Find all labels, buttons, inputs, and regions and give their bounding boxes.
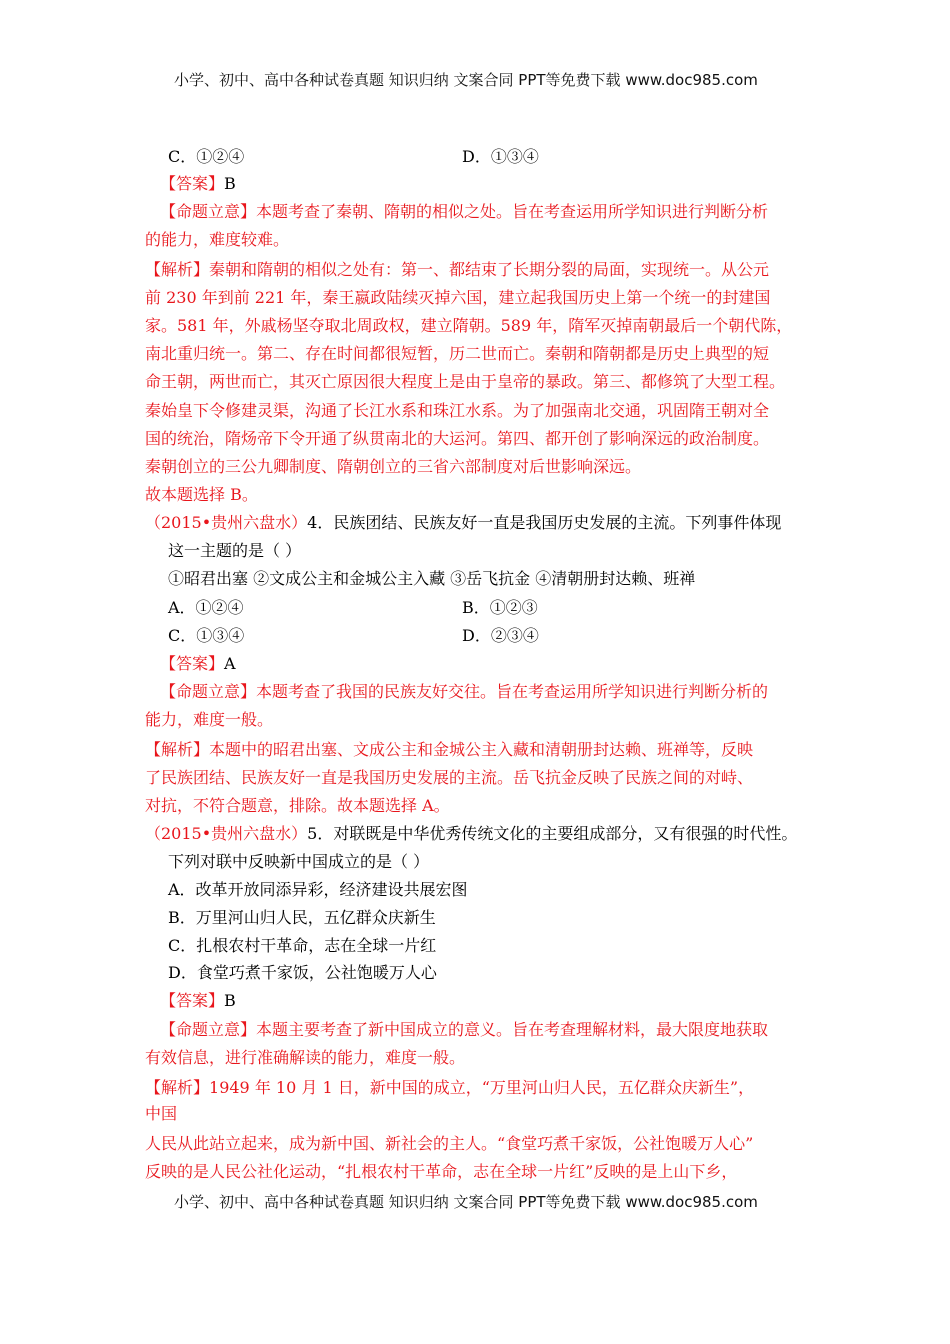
q5-answer	[160, 991, 236, 1011]
q5-analysis-line3: 人民从此站立起来，成为新中国、新社会的主人。“食堂巧煮千家饭，公社饱暖万人心”	[145, 1134, 754, 1153]
q4-intent-line2: 能力，难度一般。	[145, 710, 274, 729]
q4-stem-line2: 这一主题的是（ ）	[168, 541, 302, 560]
q4-stem	[145, 513, 781, 533]
intent-label: 【命题立意】	[160, 1020, 257, 1039]
answer-value: B	[224, 991, 236, 1010]
q3-analysis	[145, 260, 769, 280]
q4-option-c: C．①③④	[168, 626, 245, 645]
q4-option-a: A．①②④	[168, 598, 244, 617]
q5-source: （2015•贵州六盘水）	[145, 824, 308, 843]
q5-stem	[145, 824, 797, 844]
q4-option-b: B．①②③	[462, 598, 538, 617]
q5-analysis-line4: 反映的是人民公社化运动，“扎根农村干革命，志在全球一片红”反映的是上山下乡，	[145, 1162, 738, 1181]
q3-analysis-line3: 家。581 年，外戚杨坚夺取北周政权，建立隋朝。589 年，隋军灭掉南朝最后一个朝代陈，	[145, 316, 793, 335]
q4-answer	[160, 654, 236, 674]
q5-option-c: C．扎根农村干革命，志在全球一片红	[168, 936, 437, 955]
analysis-label: 【解析】	[145, 740, 210, 759]
intent-text: 本题考查了秦朝、隋朝的相似之处。旨在考查运用所学知识进行判断分析	[256, 202, 769, 221]
answer-label: 【答案】	[160, 991, 225, 1010]
analysis-text: 1949 年 10 月 1 日，新中国的成立，“万里河山归人民，五亿群众庆新生”，	[209, 1078, 755, 1097]
q3-intent	[160, 202, 768, 222]
page-header: 小学、初中、高中各种试卷真题 知识归纳 文案合同 PPT等免费下载 www.doc985.com	[174, 71, 758, 89]
q5-option-b: B．万里河山归人民，五亿群众庆新生	[168, 908, 436, 927]
answer-label: 【答案】	[160, 174, 225, 193]
q5-analysis-line2: 中国	[145, 1104, 178, 1123]
q3-analysis-line8: 秦朝创立的三公九卿制度、隋朝创立的三省六部制度对后世影响深远。	[145, 457, 642, 476]
q4-analysis-line3: 对抗，不符合题意，排除。故本题选择 A。	[145, 796, 450, 815]
q5-option-d: D．食堂巧煮千家饭，公社饱暖万人心	[168, 963, 437, 982]
q4-analysis	[145, 740, 753, 760]
q3-analysis-line7: 国的统治，隋炀帝下令开通了纵贯南北的大运河。第四、都开创了影响深远的政治制度。	[145, 429, 770, 448]
q5-analysis	[145, 1078, 754, 1098]
q3-intent-line2: 的能力，难度较难。	[145, 230, 290, 249]
q4-items: ①昭君出塞 ②文成公主和金城公主入藏 ③岳飞抗金 ④清朝册封达赖、班禅	[168, 569, 696, 588]
q5-option-a: A．改革开放同添异彩，经济建设共展宏图	[168, 880, 468, 899]
analysis-text: 秦朝和隋朝的相似之处有：第一、都结束了长期分裂的局面，实现统一。从公元	[209, 260, 770, 279]
answer-value: A	[224, 654, 236, 673]
intent-text: 本题主要考查了新中国成立的意义。旨在考查理解材料，最大限度地获取	[256, 1020, 769, 1039]
q4-source: （2015•贵州六盘水）	[145, 513, 308, 532]
page-footer: 小学、初中、高中各种试卷真题 知识归纳 文案合同 PPT等免费下载 www.doc985.com	[174, 1193, 758, 1211]
analysis-label: 【解析】	[145, 260, 210, 279]
q3-conclusion: 故本题选择 B。	[145, 485, 258, 504]
q3-analysis-line6: 秦始皇下令修建灵渠，沟通了长江水系和珠江水系。为了加强南北交通，巩固隋王朝对全	[145, 401, 770, 420]
q3-answer	[160, 174, 236, 194]
analysis-label: 【解析】	[145, 1078, 210, 1097]
answer-value: B	[224, 174, 236, 193]
q4-intent	[160, 682, 768, 702]
q5-stem-text: 5．对联既是中华优秀传统文化的主要组成部分，又有很强的时代性。	[307, 824, 798, 843]
intent-text: 本题考查了我国的民族友好交往。旨在考查运用所学知识进行判断分析的	[256, 682, 769, 701]
q3-option-d: D．①③④	[462, 147, 539, 166]
q4-analysis-line2: 了民族团结、民族友好一直是我国历史发展的主流。岳飞抗金反映了民族之间的对峙、	[145, 768, 754, 787]
q5-stem-line2: 下列对联中反映新中国成立的是（ ）	[168, 852, 430, 871]
intent-label: 【命题立意】	[160, 682, 257, 701]
q4-stem-text: 4．民族团结、民族友好一直是我国历史发展的主流。下列事件体现	[307, 513, 782, 532]
q5-intent	[160, 1020, 768, 1040]
q3-analysis-line4: 南北重归统一。第二、存在时间都很短暂，历二世而亡。秦朝和隋朝都是历史上典型的短	[145, 344, 770, 363]
q4-option-d: D．②③④	[462, 626, 539, 645]
q3-option-c: C．①②④	[168, 147, 245, 166]
answer-label: 【答案】	[160, 654, 225, 673]
intent-label: 【命题立意】	[160, 202, 257, 221]
analysis-text: 本题中的昭君出塞、文成公主和金城公主入藏和清朝册封达赖、班禅等，反映	[209, 740, 754, 759]
q3-analysis-line5: 命王朝，两世而亡，其灭亡原因很大程度上是由于皇帝的暴政。第三、都修筑了大型工程。	[145, 372, 786, 391]
q5-intent-line2: 有效信息，进行准确解读的能力，难度一般。	[145, 1048, 466, 1067]
q3-analysis-line2: 前 230 年到前 221 年，秦王嬴政陆续灭掉六国，建立起我国历史上第一个统一的封建国	[145, 288, 771, 307]
